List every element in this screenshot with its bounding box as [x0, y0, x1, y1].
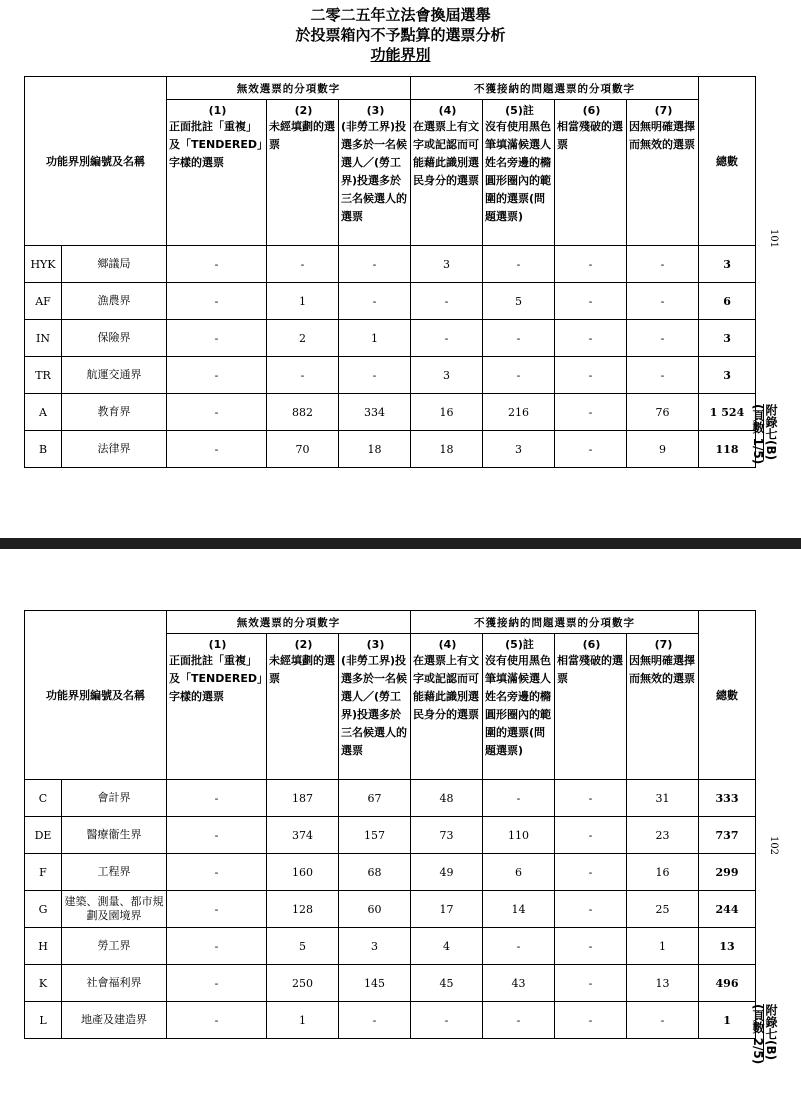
- value-cell: 1: [627, 928, 699, 965]
- value-cell: -: [411, 1002, 483, 1039]
- value-cell: -: [339, 246, 411, 283]
- value-cell: -: [555, 357, 627, 394]
- total-cell: 6: [699, 283, 756, 320]
- column-header-7: [627, 100, 699, 246]
- column-description: 正面批註「重複」及「TENDERED」字樣的選票: [169, 120, 263, 169]
- table-row: [25, 246, 756, 283]
- value-cell: -: [267, 357, 339, 394]
- constituency-code: AF: [25, 283, 62, 320]
- annex-pages: (頁數 1/5): [751, 404, 765, 465]
- value-cell: -: [267, 246, 339, 283]
- value-cell: -: [627, 283, 699, 320]
- value-cell: 160: [267, 854, 339, 891]
- constituency-name: 會計界: [62, 780, 167, 817]
- value-cell: -: [483, 357, 555, 394]
- constituency-code: F: [25, 854, 62, 891]
- value-cell: 250: [267, 965, 339, 1002]
- column-number: (4): [438, 638, 457, 651]
- value-cell: -: [167, 283, 267, 320]
- value-cell: -: [167, 928, 267, 965]
- value-cell: -: [167, 780, 267, 817]
- value-cell: -: [555, 891, 627, 928]
- table-row: [25, 891, 756, 928]
- constituency-name: 工程界: [62, 854, 167, 891]
- constituency-name: 地產及建造界: [62, 1002, 167, 1039]
- annex-title: 附錄七(B): [764, 1004, 778, 1061]
- column-description: 在選票上有文字或記認而可能藉此識別選民身分的選票: [413, 654, 480, 721]
- value-cell: -: [411, 320, 483, 357]
- value-cell: -: [555, 965, 627, 1002]
- value-cell: 70: [267, 431, 339, 468]
- value-cell: 49: [411, 854, 483, 891]
- total-cell: 1: [699, 1002, 756, 1039]
- group-header-questionable: 不獲接納的問題選票的分項數字: [411, 77, 699, 100]
- column-number: (7): [654, 104, 673, 117]
- total-cell: 3: [699, 246, 756, 283]
- value-cell: -: [167, 246, 267, 283]
- value-cell: 23: [627, 817, 699, 854]
- value-cell: 4: [411, 928, 483, 965]
- value-cell: -: [555, 780, 627, 817]
- value-cell: -: [167, 891, 267, 928]
- column-description: 未經填劃的選票: [269, 654, 335, 685]
- column-header-1: [167, 100, 267, 246]
- total-cell: 244: [699, 891, 756, 928]
- constituency-name: 勞工界: [62, 928, 167, 965]
- constituency-code: IN: [25, 320, 62, 357]
- total-cell: 737: [699, 817, 756, 854]
- column-number: (6): [582, 638, 601, 651]
- value-cell: -: [167, 394, 267, 431]
- document-title-line3: 功能界別: [370, 46, 431, 64]
- value-cell: -: [627, 246, 699, 283]
- total-cell: 333: [699, 780, 756, 817]
- value-cell: 17: [411, 891, 483, 928]
- value-cell: 43: [483, 965, 555, 1002]
- column-description: (非勞工界)投選多於一名候選人／(勞工界)投選多於三名候選人的選票: [341, 654, 407, 757]
- value-cell: -: [411, 283, 483, 320]
- column-header-4: [411, 634, 483, 780]
- group-header-invalid: 無效選票的分項數字: [167, 611, 411, 634]
- value-cell: -: [555, 854, 627, 891]
- table-row: [25, 357, 756, 394]
- value-cell: 5: [267, 928, 339, 965]
- column-description: 相當殘破的選票: [557, 120, 624, 151]
- column-description: 沒有使用黑色筆填滿候選人姓名旁邊的橢圓形圈內的範圍的選票(問題選票): [485, 654, 552, 757]
- value-cell: -: [167, 817, 267, 854]
- table-row: [25, 1002, 756, 1039]
- value-cell: -: [555, 817, 627, 854]
- value-cell: -: [555, 431, 627, 468]
- constituency-code: H: [25, 928, 62, 965]
- value-cell: 18: [411, 431, 483, 468]
- constituency-code: A: [25, 394, 62, 431]
- value-cell: 76: [627, 394, 699, 431]
- constituency-code: L: [25, 1002, 62, 1039]
- column-description: 未經填劃的選票: [269, 120, 335, 151]
- column-number: (7): [654, 638, 673, 651]
- column-header-3: [339, 100, 411, 246]
- column-description: 因無明確選擇而無效的選票: [629, 120, 696, 151]
- constituency-name: 航運交通界: [62, 357, 167, 394]
- column-description: (非勞工界)投選多於一名候選人／(勞工界)投選多於三名候選人的選票: [341, 120, 407, 223]
- value-cell: 14: [483, 891, 555, 928]
- column-header-3: [339, 634, 411, 780]
- value-cell: 1: [339, 320, 411, 357]
- table-row: [25, 320, 756, 357]
- table-row: [25, 928, 756, 965]
- value-cell: 25: [627, 891, 699, 928]
- column-number: (1): [208, 638, 227, 651]
- value-cell: 3: [339, 928, 411, 965]
- value-cell: -: [555, 246, 627, 283]
- header-group-row: [25, 611, 756, 634]
- value-cell: 48: [411, 780, 483, 817]
- value-cell: -: [483, 320, 555, 357]
- column-header-5: [483, 100, 555, 246]
- column-header-6: [555, 634, 627, 780]
- column-number: (6): [582, 104, 601, 117]
- page-number: 102: [768, 835, 780, 856]
- column-header-2: [267, 634, 339, 780]
- constituency-name: 漁農界: [62, 283, 167, 320]
- total-cell: 496: [699, 965, 756, 1002]
- value-cell: 187: [267, 780, 339, 817]
- column-header-6: [555, 100, 627, 246]
- table-row: [25, 854, 756, 891]
- constituency-name: 醫療衞生界: [62, 817, 167, 854]
- value-cell: 128: [267, 891, 339, 928]
- value-cell: -: [339, 1002, 411, 1039]
- constituency-name: 鄉議局: [62, 246, 167, 283]
- value-cell: 3: [411, 246, 483, 283]
- table-row: [25, 283, 756, 320]
- value-cell: 374: [267, 817, 339, 854]
- constituency-code: B: [25, 431, 62, 468]
- value-cell: -: [483, 780, 555, 817]
- value-cell: 2: [267, 320, 339, 357]
- table-row: [25, 817, 756, 854]
- total-column-header: 總數: [699, 77, 756, 246]
- constituency-name: 建築、測量、都市規劃及園境界: [62, 891, 167, 928]
- column-description: 正面批註「重複」及「TENDERED」字樣的選票: [169, 654, 263, 703]
- total-cell: 3: [699, 357, 756, 394]
- value-cell: 110: [483, 817, 555, 854]
- column-number: (4): [438, 104, 457, 117]
- page-divider: [0, 538, 801, 549]
- column-header-2: [267, 100, 339, 246]
- constituency-code: G: [25, 891, 62, 928]
- column-number: (5)註: [505, 104, 534, 117]
- total-cell: 3: [699, 320, 756, 357]
- group-header-invalid: 無效選票的分項數字: [167, 77, 411, 100]
- column-header-4: [411, 100, 483, 246]
- total-cell: 1 524: [699, 394, 756, 431]
- column-number: (3): [366, 104, 385, 117]
- value-cell: 334: [339, 394, 411, 431]
- value-cell: 9: [627, 431, 699, 468]
- constituency-code: K: [25, 965, 62, 1002]
- value-cell: 31: [627, 780, 699, 817]
- constituency-name: 法律界: [62, 431, 167, 468]
- column-description: 相當殘破的選票: [557, 654, 624, 685]
- constituency-name: 保險界: [62, 320, 167, 357]
- value-cell: -: [627, 320, 699, 357]
- column-description: 在選票上有文字或記認而可能藉此識別選民身分的選票: [413, 120, 480, 187]
- value-cell: -: [167, 357, 267, 394]
- total-cell: 118: [699, 431, 756, 468]
- value-cell: 6: [483, 854, 555, 891]
- value-cell: -: [555, 320, 627, 357]
- column-number: (2): [294, 638, 313, 651]
- value-cell: 16: [411, 394, 483, 431]
- value-cell: 882: [267, 394, 339, 431]
- annex-title: 附錄七(B): [764, 404, 778, 461]
- invalid-ballots-table-page1: [24, 76, 756, 468]
- value-cell: -: [627, 1002, 699, 1039]
- table-row: [25, 965, 756, 1002]
- column-number: (5)註: [505, 638, 534, 651]
- column-description: 因無明確選擇而無效的選票: [629, 654, 696, 685]
- header-group-row: [25, 77, 756, 100]
- annex-pages: (頁數 2/5): [751, 1004, 765, 1065]
- document-title-line2: 於投票箱內不予點算的選票分析: [295, 26, 506, 44]
- value-cell: 73: [411, 817, 483, 854]
- page-number: 101: [768, 228, 780, 249]
- group-header-questionable: 不獲接納的問題選票的分項數字: [411, 611, 699, 634]
- value-cell: 16: [627, 854, 699, 891]
- column-header-5: [483, 634, 555, 780]
- value-cell: -: [483, 246, 555, 283]
- value-cell: 68: [339, 854, 411, 891]
- table-row: [25, 431, 756, 468]
- value-cell: -: [167, 431, 267, 468]
- total-cell: 299: [699, 854, 756, 891]
- value-cell: -: [483, 1002, 555, 1039]
- value-cell: 5: [483, 283, 555, 320]
- value-cell: 45: [411, 965, 483, 1002]
- column-header-1: [167, 634, 267, 780]
- constituency-code: C: [25, 780, 62, 817]
- value-cell: -: [167, 965, 267, 1002]
- column-number: (2): [294, 104, 313, 117]
- value-cell: 60: [339, 891, 411, 928]
- value-cell: -: [339, 283, 411, 320]
- value-cell: 1: [267, 283, 339, 320]
- value-cell: -: [167, 320, 267, 357]
- column-description: 沒有使用黑色筆填滿候選人姓名旁邊的橢圓形圈內的範圍的選票(問題選票): [485, 120, 552, 223]
- value-cell: -: [555, 283, 627, 320]
- total-cell: 13: [699, 928, 756, 965]
- value-cell: 13: [627, 965, 699, 1002]
- table-row: [25, 394, 756, 431]
- constituency-code: DE: [25, 817, 62, 854]
- table-row: [25, 780, 756, 817]
- invalid-ballots-table-page2: [24, 610, 756, 1039]
- value-cell: 67: [339, 780, 411, 817]
- value-cell: -: [483, 928, 555, 965]
- value-cell: 18: [339, 431, 411, 468]
- value-cell: 216: [483, 394, 555, 431]
- value-cell: 1: [267, 1002, 339, 1039]
- value-cell: -: [627, 357, 699, 394]
- value-cell: -: [555, 928, 627, 965]
- value-cell: -: [339, 357, 411, 394]
- annex-label: [764, 1004, 778, 1060]
- annex-label: [764, 404, 778, 460]
- value-cell: -: [167, 1002, 267, 1039]
- value-cell: -: [555, 1002, 627, 1039]
- total-column-header: 總數: [699, 611, 756, 780]
- constituency-code: HYK: [25, 246, 62, 283]
- value-cell: -: [555, 394, 627, 431]
- value-cell: -: [167, 854, 267, 891]
- constituency-name: 社會福利界: [62, 965, 167, 1002]
- value-cell: 157: [339, 817, 411, 854]
- column-number: (1): [208, 104, 227, 117]
- constituency-name: 教育界: [62, 394, 167, 431]
- constituency-code: TR: [25, 357, 62, 394]
- column-header-7: [627, 634, 699, 780]
- value-cell: 3: [411, 357, 483, 394]
- value-cell: 145: [339, 965, 411, 1002]
- label-column-header: 功能界別編號及名稱: [25, 611, 167, 780]
- document-title-line1: 二零二五年立法會換屆選舉: [310, 6, 491, 24]
- value-cell: 3: [483, 431, 555, 468]
- column-number: (3): [366, 638, 385, 651]
- label-column-header: 功能界別編號及名稱: [25, 77, 167, 246]
